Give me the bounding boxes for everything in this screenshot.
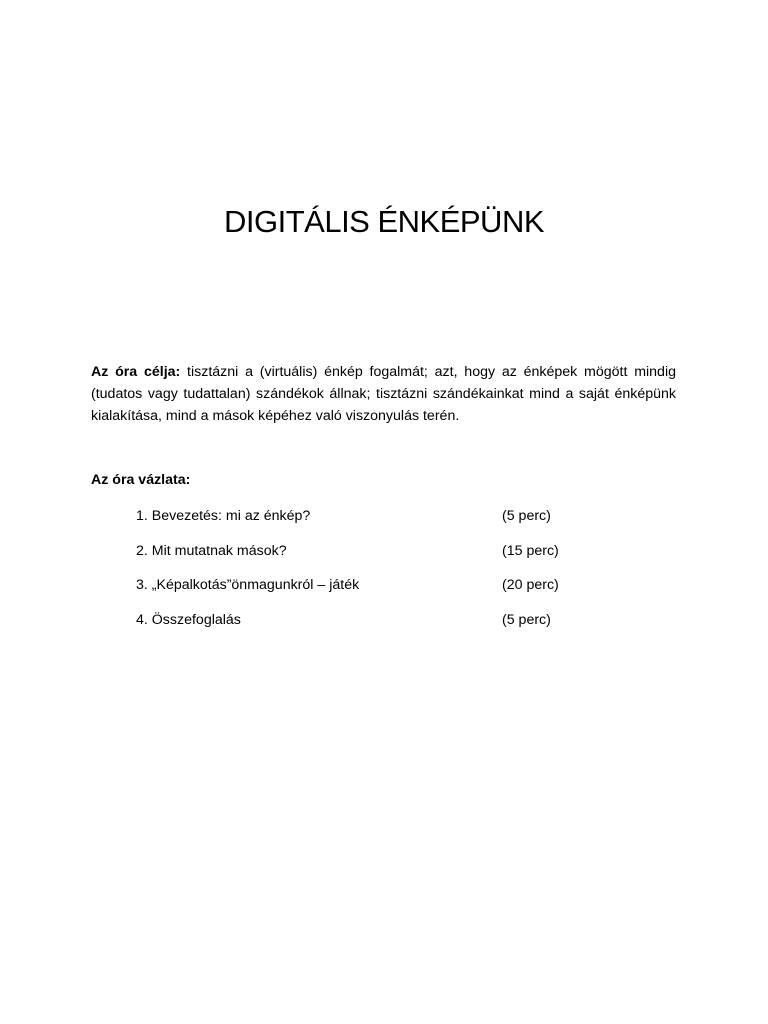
outline-item	[136, 540, 596, 575]
outline-item	[136, 574, 596, 609]
lesson-outline-list	[136, 505, 596, 643]
outline-item-duration: (20 perc)	[502, 577, 559, 593]
outline-item-text: 1. Bevezetés: mi az énkép?	[136, 508, 311, 524]
outline-item-text: 4. Összefoglalás	[136, 611, 241, 628]
outline-item-text: 3. „Képalkotás”önmagunkról – játék	[136, 577, 360, 593]
outline-item	[136, 609, 596, 644]
lesson-outline-heading: Az óra vázlata:	[91, 472, 191, 488]
lesson-goal-label: Az óra célja:	[91, 364, 181, 380]
outline-item-text: 2. Mit mutatnak mások?	[136, 542, 287, 559]
outline-item-duration: (5 perc)	[502, 611, 551, 628]
outline-item-duration: (5 perc)	[502, 508, 551, 524]
page-title: DIGITÁLIS ÉNKÉPÜNK	[223, 204, 545, 239]
outline-item	[136, 505, 596, 540]
lesson-goal-paragraph	[91, 361, 676, 427]
lesson-goal-text: tisztázni a (virtuális) énkép fogalmát; azt, hogy az énképek mögött mindig (tudatos vagy tudattalan) szándékok állnak; tisztázni szándékainkat mind a saját énképünk kialakítása, mind a mások képéhez való viszonyulás terén.	[91, 364, 676, 424]
outline-item-duration: (15 perc)	[502, 542, 559, 559]
